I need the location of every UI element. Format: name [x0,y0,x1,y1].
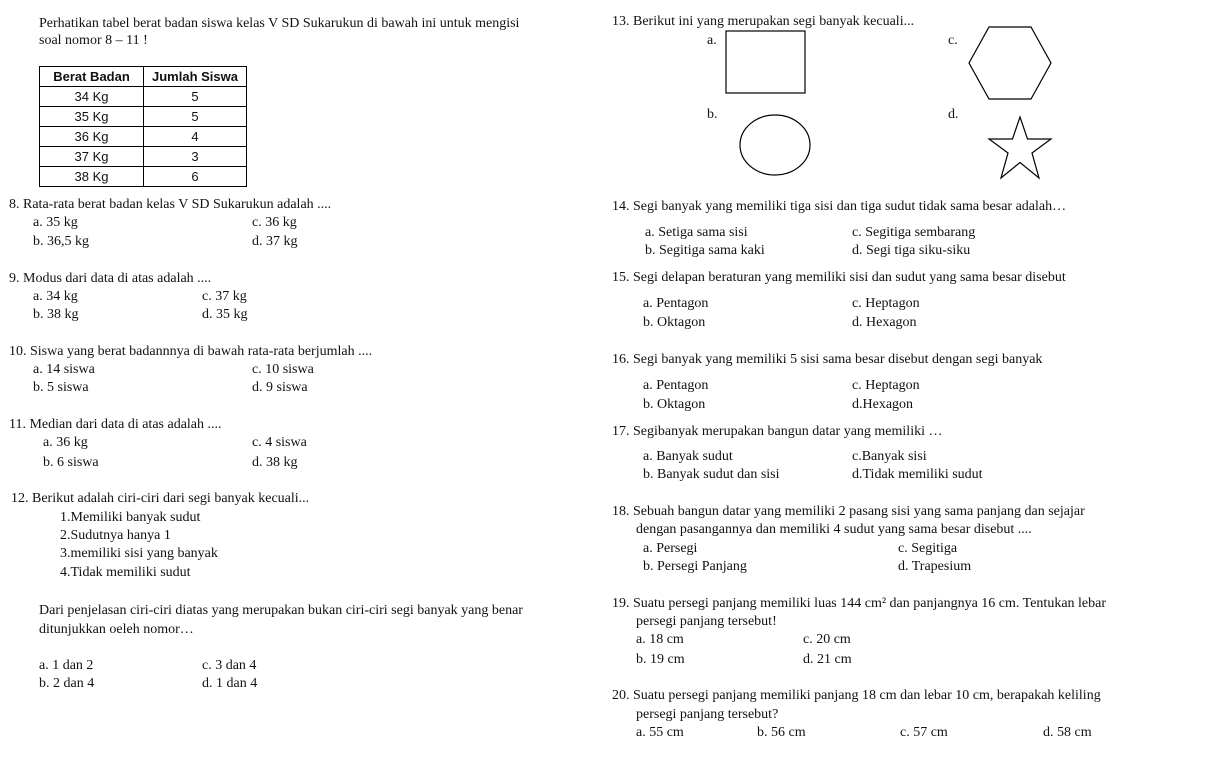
q11-option-c: c. 4 siswa [252,435,307,450]
q15-option-a: a. Pentagon [643,296,709,311]
table-cell: 38 Kg [40,167,144,187]
q19-option-d: d. 21 cm [803,652,852,667]
q17-option-c: c.Banyak sisi [852,449,927,464]
star-shape [986,114,1054,182]
table-row [40,167,247,187]
q15-option-d: d. Hexagon [852,315,917,330]
q11-option-d: d. 38 kg [252,455,298,470]
q11-option-b: b. 6 siswa [43,455,99,470]
q18-option-a: a. Persegi [643,541,698,556]
q9-question: 9. Modus dari data di atas adalah .... [9,271,212,286]
table-cell: 4 [144,127,247,147]
q19-question-line-1: 19. Suatu persegi panjang memiliki luas 144 cm² dan panjangnya 16 cm. Tentukan lebar [612,596,1107,611]
q12-option-b: b. 2 dan 4 [39,676,95,691]
square-shape [724,29,808,95]
q14-option-b: b. Segitiga sama kaki [645,243,765,258]
q16-option-c: c. Heptagon [852,378,920,393]
q12-item-2: 2.Sudutnya hanya 1 [60,528,171,543]
table-cell: 5 [144,107,247,127]
q9-option-a: a. 34 kg [33,289,78,304]
q19-option-c: c. 20 cm [803,632,851,647]
q14-option-a: a. Setiga sama sisi [645,225,748,240]
q17-question: 17. Segibanyak merupakan bangun datar yang memiliki … [612,424,943,439]
q20-option-d: d. 58 cm [1043,725,1092,740]
q17-option-b: b. Banyak sudut dan sisi [643,467,780,482]
q15-question: 15. Segi delapan beraturan yang memiliki sisi dan sudut yang sama besar disebut [612,270,1066,285]
table-header-cell: Berat Badan [40,67,144,87]
q12-option-d: d. 1 dan 4 [202,676,258,691]
q12-option-a: a. 1 dan 2 [39,658,94,673]
q20-option-b: b. 56 cm [757,725,806,740]
q17-option-a: a. Banyak sudut [643,449,733,464]
q10-option-c: c. 10 siswa [252,362,314,377]
q12-item-1: 1.Memiliki banyak sudut [60,510,201,525]
q14-option-d: d. Segi tiga siku-siku [852,243,971,258]
q19-question-line-2: persegi panjang tersebut! [636,614,777,629]
q8-option-a: a. 35 kg [33,215,78,230]
q18-option-d: d. Trapesium [898,559,972,574]
weight-table [39,66,247,187]
hexagon-shape [966,25,1054,103]
q12-item-4: 4.Tidak memiliki sudut [60,565,191,580]
q20-option-c: c. 57 cm [900,725,948,740]
q9-option-d: d. 35 kg [202,307,248,322]
q20-question-line-2: persegi panjang tersebut? [636,707,779,722]
q8-option-d: d. 37 kg [252,234,298,249]
q19-option-b: b. 19 cm [636,652,685,667]
q16-option-b: b. Oktagon [643,397,706,412]
q20-option-a: a. 55 cm [636,725,684,740]
q18-question-line-2: dengan pasangannya dan memiliki 4 sudut yang sama besar disebut .... [636,522,1032,537]
table-header-cell: Jumlah Siswa [144,67,247,87]
table-cell: 5 [144,87,247,107]
q16-option-d: d.Hexagon [852,397,914,412]
q13-option-d: d. [948,107,959,122]
q8-option-c: c. 36 kg [252,215,297,230]
q11-question: 11. Median dari data di atas adalah .... [9,417,222,432]
q10-option-a: a. 14 siswa [33,362,95,377]
table-cell: 36 Kg [40,127,144,147]
table-cell: 3 [144,147,247,167]
table-cell: 34 Kg [40,87,144,107]
table-row [40,127,247,147]
q12-option-c: c. 3 dan 4 [202,658,257,673]
q10-option-b: b. 5 siswa [33,380,89,395]
q15-option-b: b. Oktagon [643,315,706,330]
q18-option-c: c. Segitiga [898,541,958,556]
q11-option-a: a. 36 kg [43,435,88,450]
q17-option-d: d.Tidak memiliki sudut [852,467,983,482]
q18-option-b: b. Persegi Panjang [643,559,747,574]
table-cell: 6 [144,167,247,187]
q12-prompt-line-2: ditunjukkan oeleh nomor… [39,622,194,637]
table-row [40,147,247,167]
q16-option-a: a. Pentagon [643,378,709,393]
q19-option-a: a. 18 cm [636,632,684,647]
q10-question: 10. Siswa yang berat badannnya di bawah rata-rata berjumlah .... [9,344,373,359]
table-row [40,107,247,127]
intro-line-1: Perhatikan tabel berat badan siswa kelas V SD Sukarukun di bawah ini untuk mengisi [39,16,520,31]
q8-option-b: b. 36,5 kg [33,234,89,249]
table-header-row [40,67,247,87]
q13-option-c: c. [948,33,958,48]
q10-option-d: d. 9 siswa [252,380,308,395]
intro-line-2: soal nomor 8 – 11 ! [39,33,148,48]
circle-shape [737,113,815,179]
table-cell: 35 Kg [40,107,144,127]
q8-question: 8. Rata-rata berat badan kelas V SD Sukarukun adalah .... [9,197,332,212]
q9-option-b: b. 38 kg [33,307,79,322]
table-row [40,87,247,107]
q13-question: 13. Berikut ini yang merupakan segi banyak kecuali... [612,14,915,29]
table-cell: 37 Kg [40,147,144,167]
q12-prompt-line-1: Dari penjelasan ciri-ciri diatas yang merupakan bukan ciri-ciri segi banyak yang benar [39,603,523,618]
q12-question: 12. Berikut adalah ciri-ciri dari segi banyak kecuali... [11,491,310,506]
q15-option-c: c. Heptagon [852,296,920,311]
q18-question-line-1: 18. Sebuah bangun datar yang memiliki 2 pasang sisi yang sama panjang dan sejajar [612,504,1085,519]
q13-option-a: a. [707,33,717,48]
q14-question: 14. Segi banyak yang memiliki tiga sisi dan tiga sudut tidak sama besar adalah… [612,199,1067,214]
q20-question-line-1: 20. Suatu persegi panjang memiliki panjang 18 cm dan lebar 10 cm, berapakah keliling [612,688,1101,703]
q16-question: 16. Segi banyak yang memiliki 5 sisi sama besar disebut dengan segi banyak [612,352,1043,367]
q12-item-3: 3.memiliki sisi yang banyak [60,546,218,561]
q14-option-c: c. Segitiga sembarang [852,225,976,240]
q13-option-b: b. [707,107,718,122]
q9-option-c: c. 37 kg [202,289,247,304]
